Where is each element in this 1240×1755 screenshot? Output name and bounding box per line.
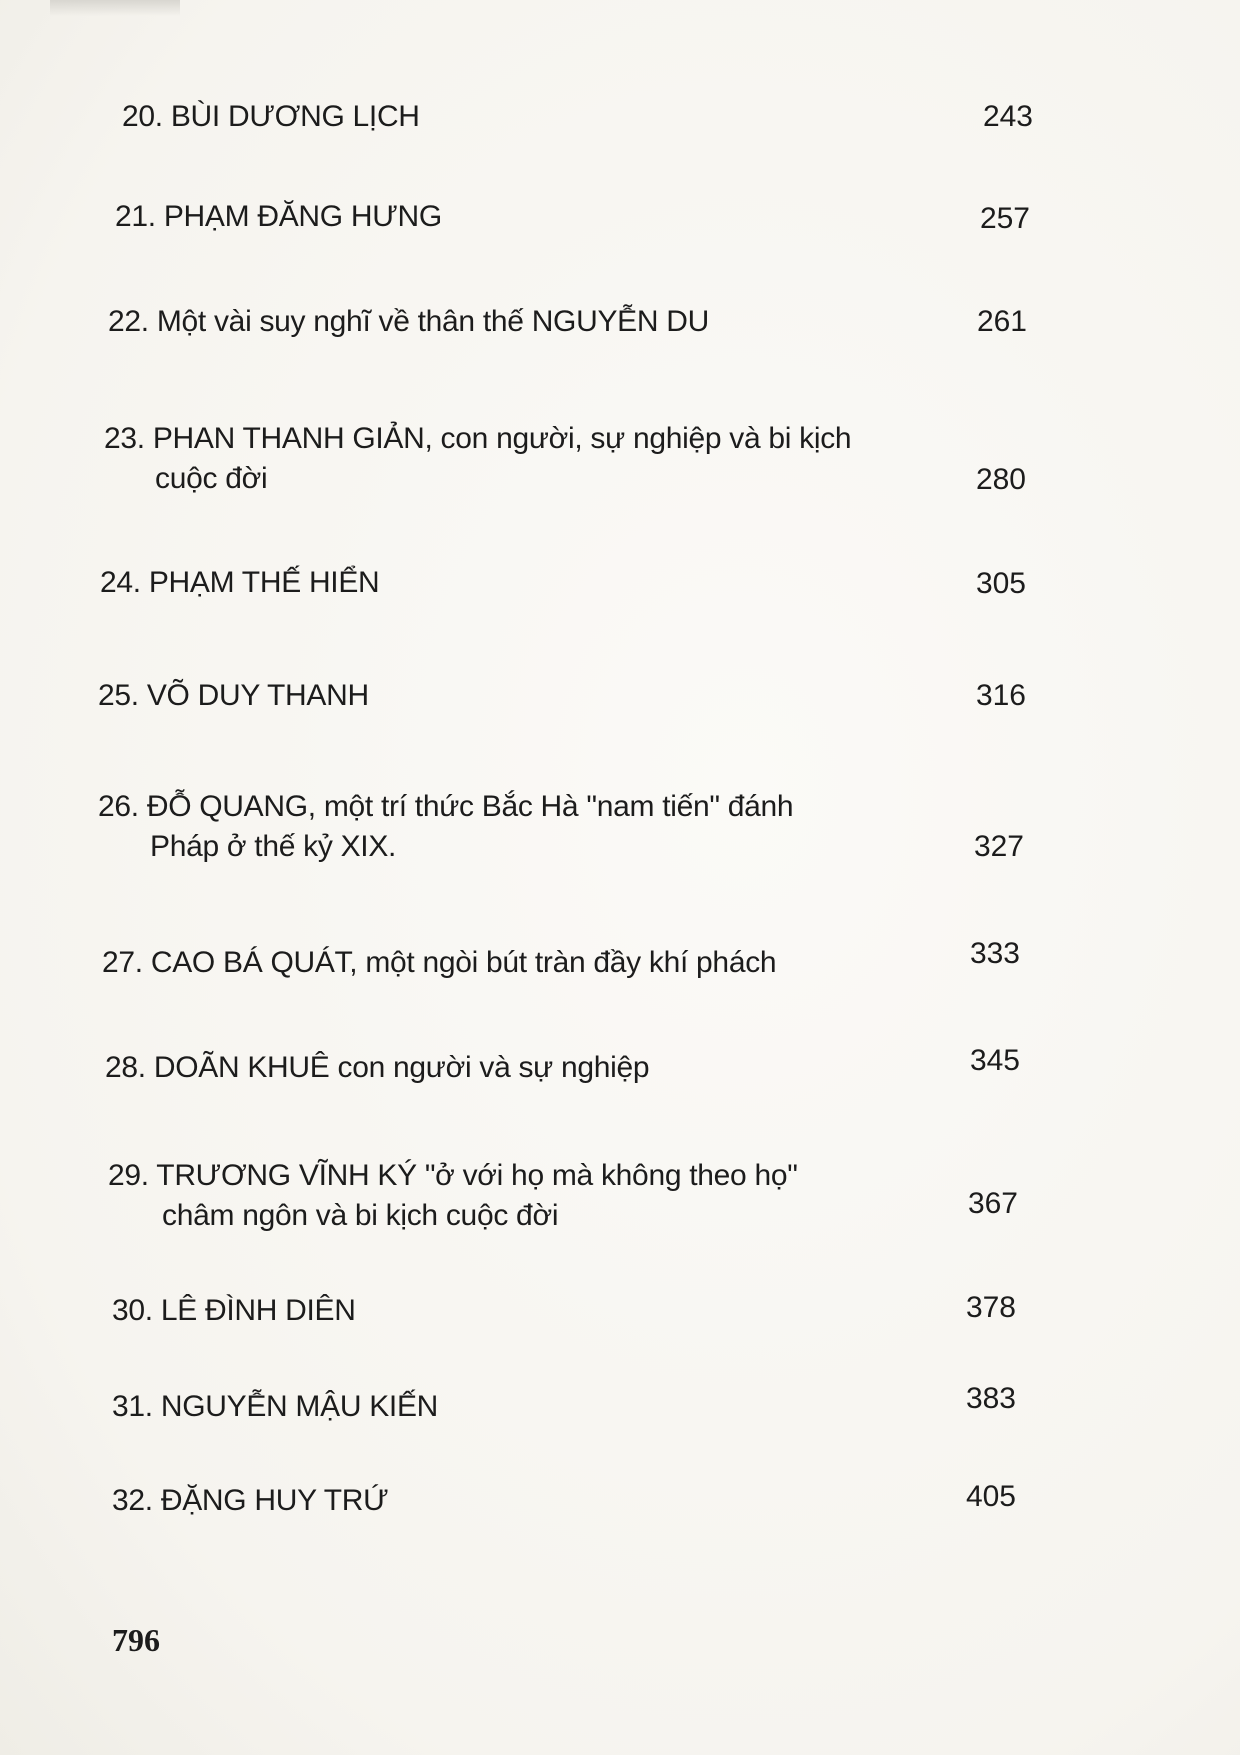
- entry-title: 20. BÙI DƯƠNG LỊCH: [122, 100, 420, 133]
- entry-title: 31. NGUYỄN MẬU KIẾN: [112, 1390, 439, 1423]
- page-folio-number: 796: [112, 1622, 160, 1658]
- entry-page-number: 378: [965, 1291, 1016, 1324]
- entry-page-number: 383: [965, 1382, 1016, 1415]
- entry-title-continuation: châm ngôn và bi kịch cuộc đời: [162, 1199, 559, 1232]
- entry-title: 22. Một vài suy nghĩ về thân thế NGUYỄN DU: [108, 305, 710, 338]
- entry-page-number: 243: [982, 100, 1033, 133]
- entry-page-number: 367: [967, 1187, 1018, 1220]
- entry-title: 28. DOÃN KHUÊ con người và sự nghiệp: [105, 1051, 650, 1084]
- entry-title: 21. PHẠM ĐĂNG HƯNG: [115, 200, 442, 233]
- entry-page-number: 261: [976, 305, 1027, 338]
- entry-title: 32. ĐẶNG HUY TRỨ: [112, 1484, 389, 1517]
- entry-page-number: 345: [969, 1044, 1020, 1077]
- entry-title: 29. TRƯƠNG VĨNH KÝ "ở với họ mà không theo họ": [108, 1159, 798, 1192]
- scan-edge-shadow: [50, 0, 180, 16]
- entry-title-continuation: Pháp ở thế kỷ XIX.: [150, 830, 397, 863]
- entry-title-continuation: cuộc đời: [155, 462, 268, 495]
- entry-title: 24. PHẠM THẾ HIỂN: [100, 566, 380, 599]
- entry-page-number: 280: [975, 463, 1026, 496]
- entry-page-number: 327: [973, 830, 1024, 863]
- entry-title: 23. PHAN THANH GIẢN, con người, sự nghiệp và bi kịch: [104, 422, 852, 455]
- entry-page-number: 257: [979, 202, 1030, 235]
- entry-page-number: 316: [975, 679, 1026, 712]
- entry-page-number: 305: [975, 567, 1026, 600]
- entry-title: 30. LÊ ĐÌNH DIÊN: [112, 1294, 356, 1327]
- entry-page-number: 405: [965, 1480, 1016, 1513]
- entry-title: 27. CAO BÁ QUÁT, một ngòi bút tràn đầy khí phách: [102, 946, 777, 979]
- entry-title: 26. ĐỖ QUANG, một trí thức Bắc Hà "nam tiến" đánh: [98, 790, 794, 823]
- entry-title: 25. VÕ DUY THANH: [98, 679, 369, 712]
- entry-page-number: 333: [969, 937, 1020, 970]
